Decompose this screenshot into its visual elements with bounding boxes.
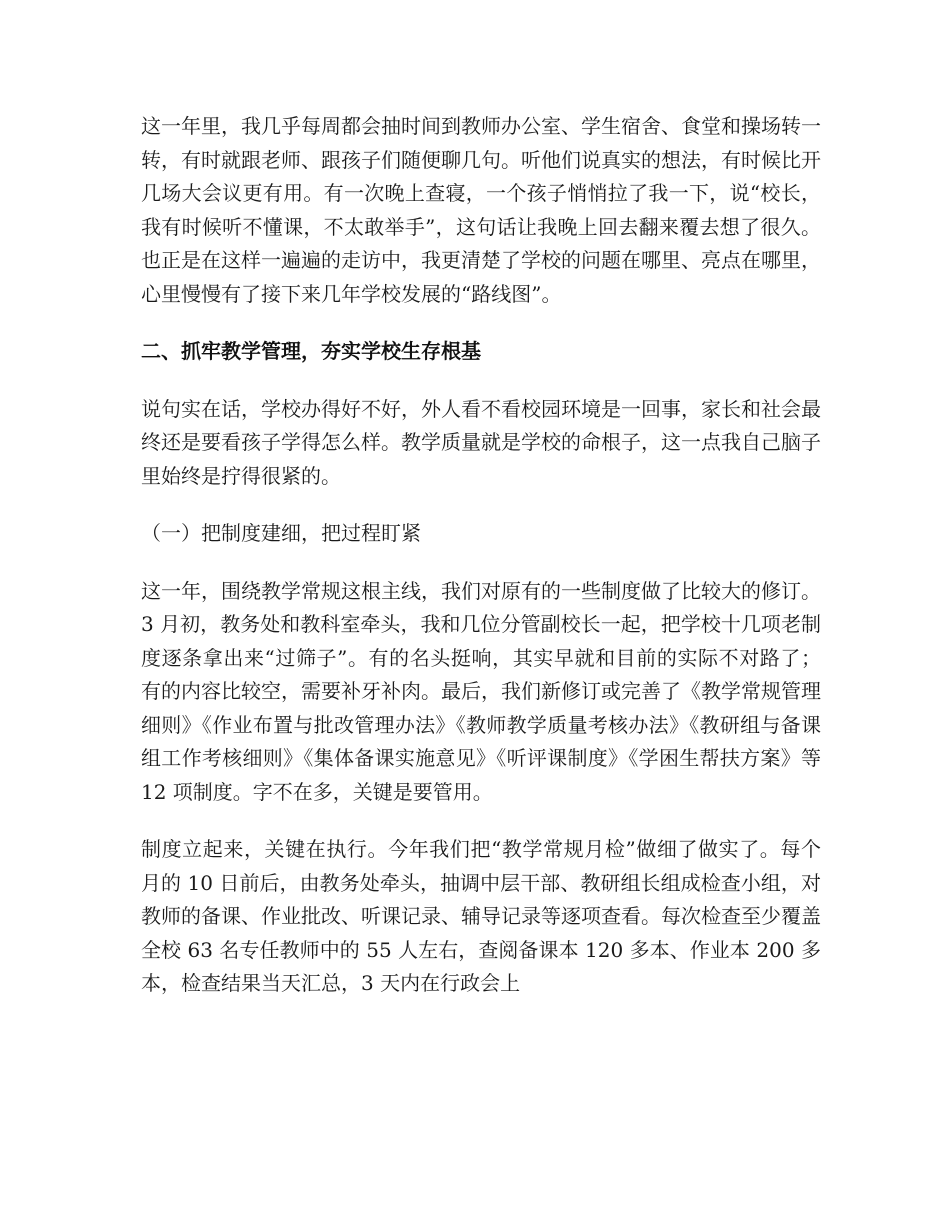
paragraph-3: 这一年，围绕教学常规这根主线，我们对原有的一些制度做了比较大的修订。3 月初，教务处和教科室牵头，我和几位分管副校长一起，把学校十几项老制度逐条拿出来“过筛子”。有的名头挺响，其实早就和目前的实际不对路了；有的内容比较空，需要补牙补肉。最后，我们新修订或完善了《教学常规管理细则》《作业布置与批改管理办法》《教师教学质量考核办法》《教研组与备课组工作考核细则》《集体备课实施意见》《听评课制度》《学困生帮扶方案》等 12 项制度。字不在多，关键是要管用。: [141, 578, 821, 804]
paragraph-1: 这一年里，我几乎每周都会抽时间到教师办公室、学生宿舍、食堂和操场转一转，有时就跟老师、跟孩子们随便聊几句。听他们说真实的想法，有时候比开几场大会议更有用。有一次晚上查寝，一个孩子悄悄拉了我一下，说“校长，我有时候听不懂课，不太敢举手”，这句话让我晚上回去翻来覆去想了很久。也正是在这样一遍遍的走访中，我更清楚了学校的问题在哪里、亮点在哪里，心里慢慢有了接下来几年学校发展的“路线图”。: [141, 114, 821, 306]
paragraph-2: 说句实在话，学校办得好不好，外人看不看校园环境是一回事，家长和社会最终还是要看孩子学得怎么样。教学质量就是学校的命根子，这一点我自己脑子里始终是拧得很紧的。: [141, 396, 821, 488]
document-body: [141, 110, 821, 1025]
subsection-heading: （一）把制度建细，把过程盯紧: [141, 521, 421, 545]
section-heading: 二、抓牢教学管理，夯实学校生存根基: [141, 339, 481, 363]
paragraph-4: 制度立起来，关键在执行。今年我们把“教学常规月检”做细了做实了。每个月的 10 日前后，由教务处牵头，抽调中层干部、教研组长组成检查小组，对教师的备课、作业批改、听课记录、辅导记录等逐项查看。每次检查至少覆盖全校 63 名专任教师中的 55 人左右，查阅备课本 120 多本、作业本 200 多本，检查结果当天汇总，3 天内在行政会上: [141, 837, 821, 995]
